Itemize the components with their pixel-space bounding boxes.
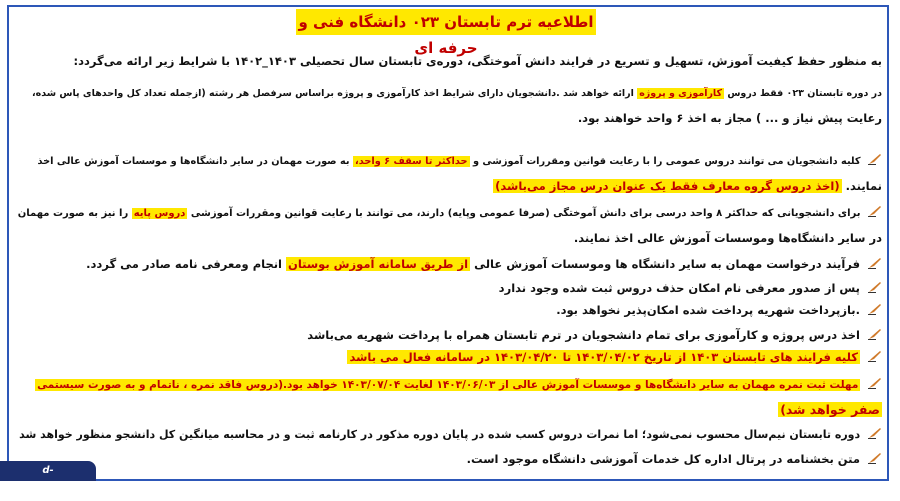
pencil-icon <box>868 257 882 269</box>
pencil-icon <box>868 153 882 165</box>
bullet-4: پس از صدور معرفی نام امکان حذف دروس ثبت شده وجود ندارد <box>499 280 882 296</box>
pencil-icon <box>868 303 882 315</box>
bullet-1: کلیه دانشجویان می توانند دروس عمومی را با رعایت قوانین ومقررات آموزشی و حداکثر تا سقف ۶ واحد، به صورت مهمان در سایر دانشگاه‌ها و موسسات آموزش عالی اخذ <box>38 153 883 170</box>
pencil-icon <box>868 281 882 293</box>
bullet-2: برای دانشجویانی که حداکثر ۸ واحد درسی برای دانش آموختگی (صرفا عمومی وپایه) دارند، می توانند با رعایت قوانین ومقررات آموزشی دروس پایه را نیز به صورت مهمان <box>18 205 882 222</box>
pencil-icon <box>868 205 882 217</box>
highlight-basic-courses: دروس پایه <box>133 208 186 219</box>
pencil-icon <box>868 427 882 439</box>
bullet-7 <box>347 349 882 365</box>
bullet-1-line2: نمایند. (اخذ دروس گروه معارف فقط یک عنوان درس مجاز می‌باشد) <box>495 179 882 193</box>
pencil-icon <box>868 328 882 340</box>
bullet-9: دوره تابستان نیم‌سال محسوب نمی‌شود؛ اما نمرات دروس کسب شده در پایان دوره مذکور در کارنامه ثبت و در محاسبه میانگین کل دانشجو منظور خواهد شد <box>19 427 882 443</box>
highlight-boostan-system: از طریق سامانه آموزش بوستان <box>288 257 469 271</box>
intro-text: به منظور حفظ کیفیت آموزش، تسهیل و تسریع در فرایند دانش آموختگی، دوره‌ی تابستان سال تحصیلی ۱۴۰۳_۱۴۰۲ با شرایط زیر ارائه می‌گردد: <box>73 54 882 68</box>
bullet-5: .بازپرداخت شهریه پرداخت شده امکان‌پذیر نخواهد بود. <box>556 302 882 318</box>
pencil-icon <box>868 377 882 389</box>
bullet-8-line2 <box>778 402 882 418</box>
highlight-max-6-units: حداکثر تا سقف ۶ واحد، <box>354 156 468 167</box>
pencil-icon <box>868 452 882 464</box>
site-url-badge[interactable]: d-tabriz.nus.ac.ir <box>0 461 96 481</box>
paragraph-1-line2: رعایت پیش نیاز و ... ) مجاز به اخذ ۶ واحد خواهند بود. <box>577 111 882 125</box>
bullet-6: اخذ درس پروژه و کارآموزی برای تمام دانشجویان در ترم تابستان همراه با پرداخت شهریه می‌باشد <box>307 327 882 343</box>
highlight-maaref: (اخذ دروس گروه معارف فقط یک عنوان درس مجاز می‌باشد) <box>495 179 840 193</box>
highlight-grade-deadline: مهلت ثبت نمره مهمان به سایر دانشگاه‌ها و موسسات آموزش عالی از ۱۴۰۳/۰۶/۰۳ لغایت ۱۴۰۳/۰۷/۰۴ خواهد بود.(دروس فاقد نمره ، ناتمام و به صورت سیستمی <box>37 379 859 391</box>
highlight-internship-project: کارآموزی و پروژه <box>639 88 723 99</box>
bullet-8 <box>35 377 882 393</box>
pencil-icon <box>868 350 882 362</box>
paragraph-1: در دوره تابستان ۰۲۳ فقط دروس کارآموزی و پروژه ارائه خواهد شد .دانشجویان دارای شرایط اخذ کارآموزی و پروژه براساس سرفصل هر رشته (ازجمله تعداد کل واحدهای پاس شده، <box>32 88 882 99</box>
highlight-process-dates: کلیه فرایند های تابستان ۱۴۰۳ از تاریخ ۱۴۰۳/۰۴/۰۲ تا ۱۴۰۳/۰۴/۲۰ در سامانه فعال می باشد <box>349 350 858 364</box>
bullet-3: فرآیند درخواست مهمان به سایر دانشگاه ها وموسسات آموزش عالی از طریق سامانه آموزش بوستان انجام ومعرفی نامه صادر می گردد. <box>86 256 882 272</box>
notice-title: اطلاعیه ترم تابستان ۰۲۳ دانشگاه فنی و حرفه ای <box>296 9 596 35</box>
highlight-zero-grade: صفر خواهد شد) <box>780 402 880 417</box>
bullet-2-line2: در سایر دانشگاه‌ها وموسسات آموزش عالی اخذ نمایند. <box>573 231 882 245</box>
bullet-10: متن بخشنامه در پرتال اداره کل خدمات آموزشی دانشگاه موجود است. <box>467 451 882 467</box>
